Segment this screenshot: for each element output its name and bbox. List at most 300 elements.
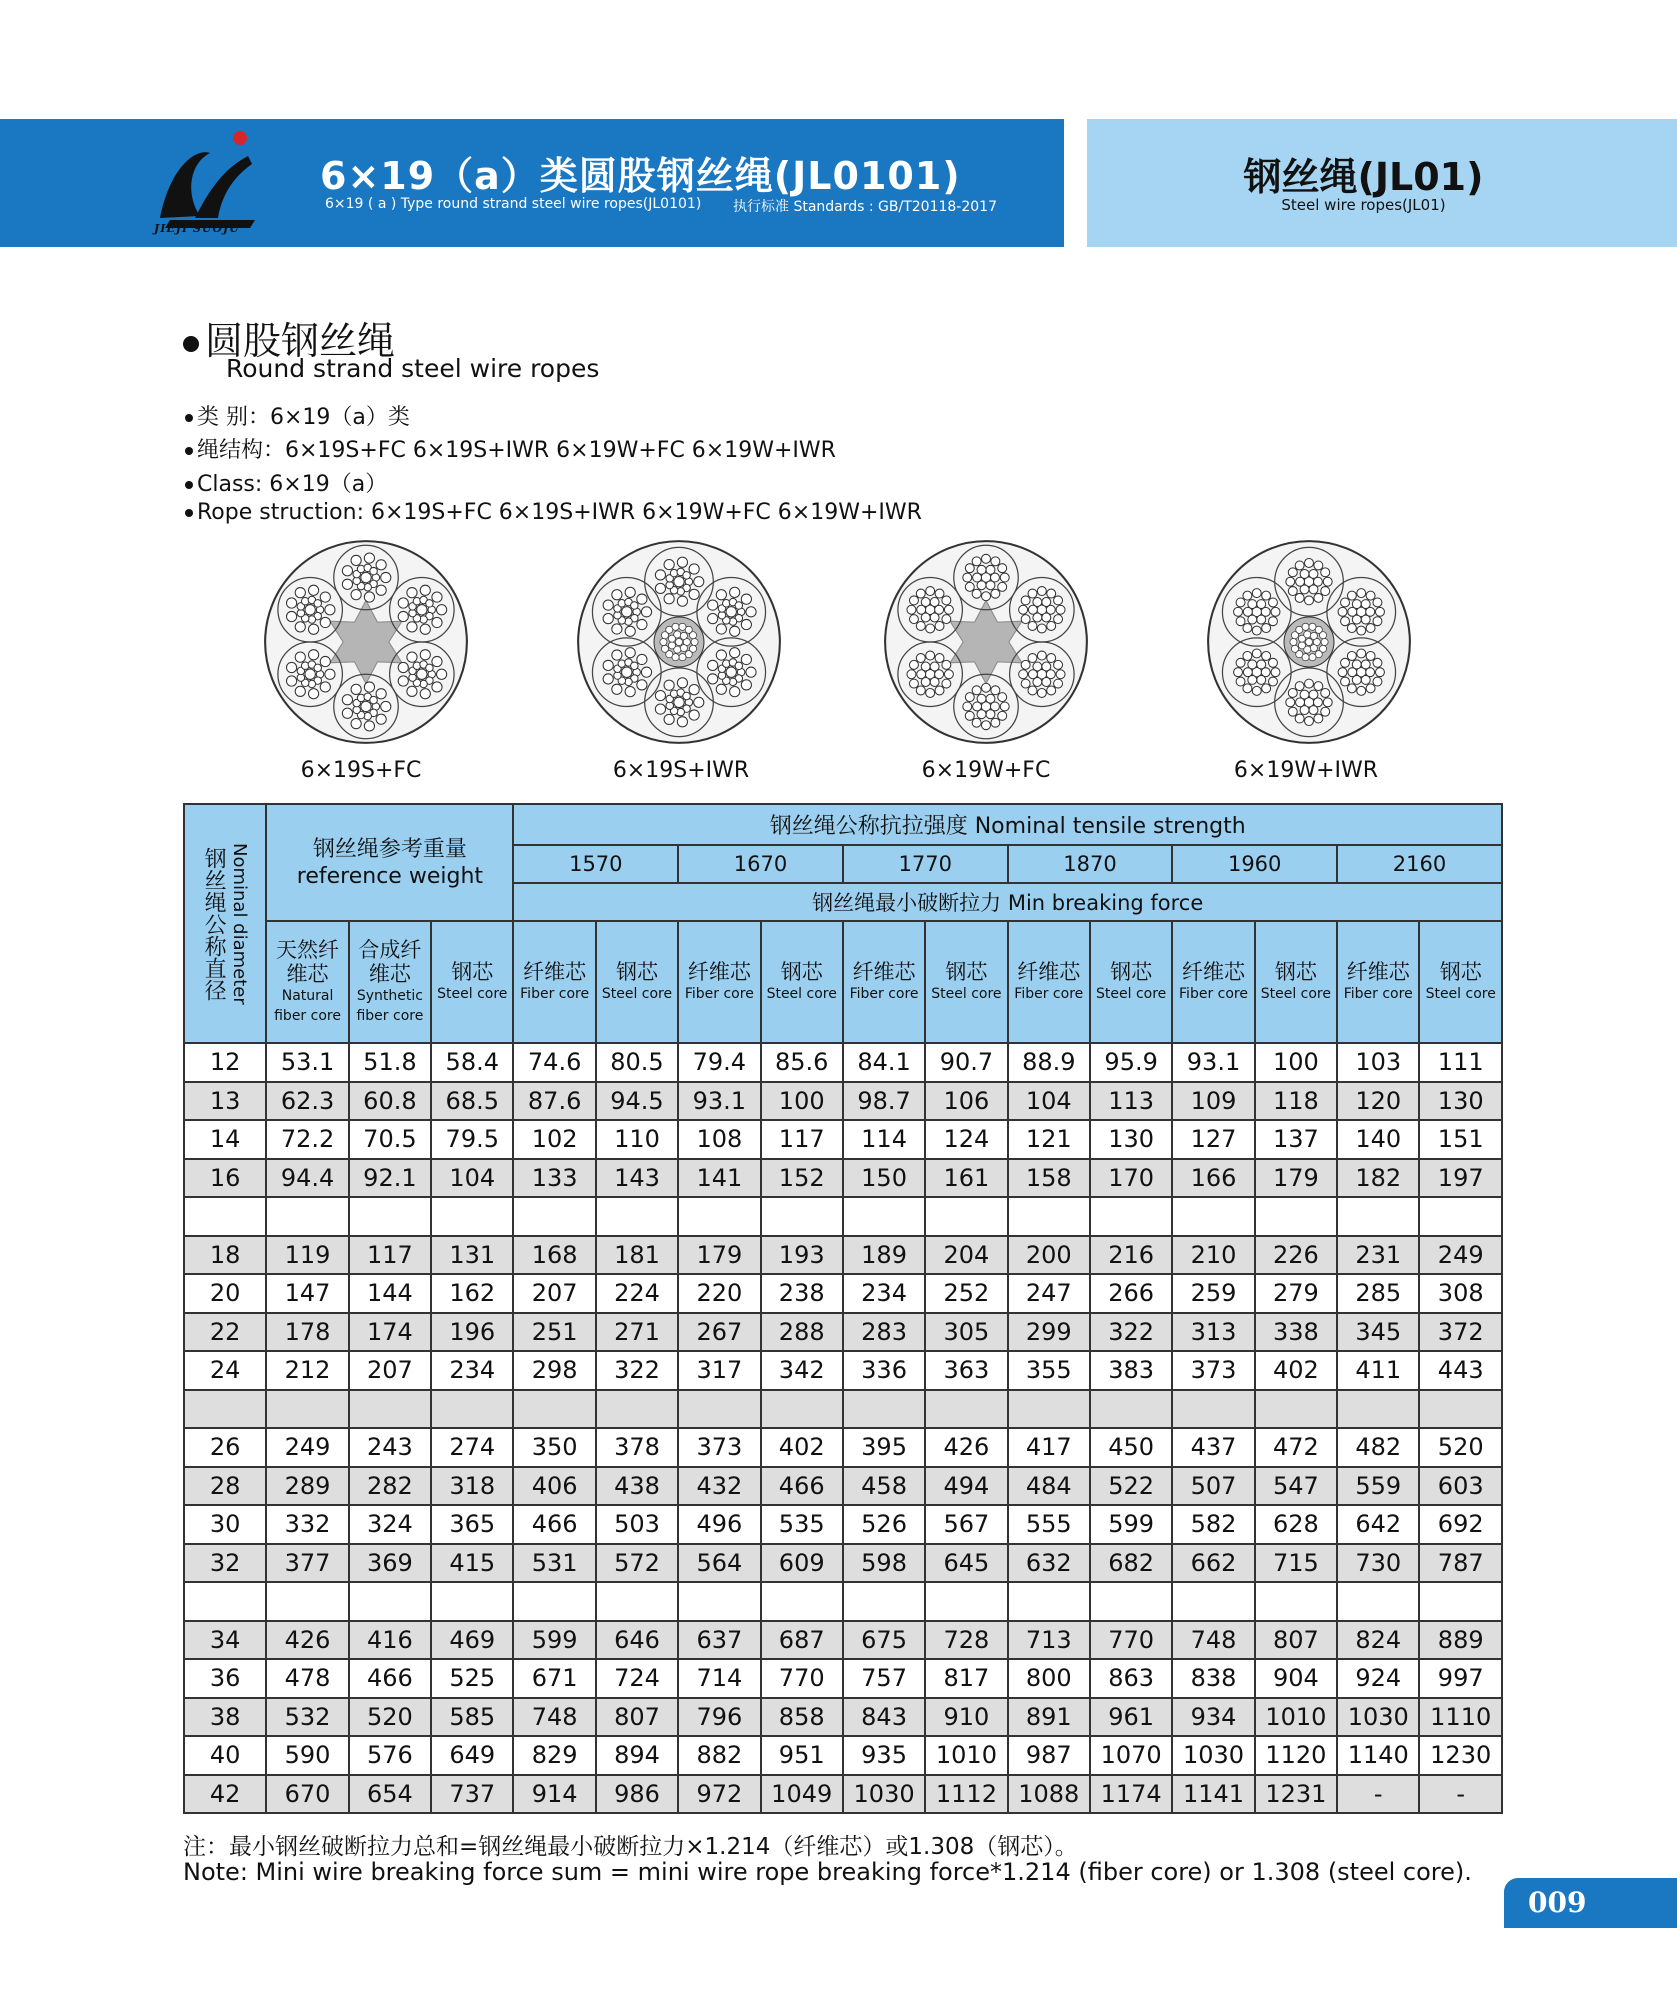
table-cell: 200	[1008, 1236, 1090, 1275]
grade-header: 1770	[843, 845, 1008, 883]
table-cell	[1419, 1390, 1502, 1429]
table-cell: 997	[1419, 1659, 1502, 1698]
table-cell: 336	[843, 1351, 925, 1390]
table-cell: 266	[1090, 1274, 1172, 1313]
table-cell	[1255, 1390, 1337, 1429]
table-cell: 231	[1337, 1236, 1419, 1275]
table-cell	[513, 1582, 595, 1621]
grade-header: 2160	[1337, 845, 1502, 883]
table-cell: 90.7	[925, 1043, 1007, 1082]
table-cell: 934	[1172, 1698, 1254, 1737]
table-cell: 150	[843, 1159, 925, 1198]
table-cell	[431, 1390, 513, 1429]
table-cell	[431, 1582, 513, 1621]
table-cell: 649	[431, 1736, 513, 1775]
table-cell: 85.6	[761, 1043, 843, 1082]
table-cell	[1419, 1582, 1502, 1621]
table-cell: 599	[513, 1621, 595, 1660]
table-cell: 637	[678, 1621, 760, 1660]
table-row	[184, 1428, 1502, 1467]
table-cell	[925, 1197, 1007, 1236]
table-cell	[761, 1197, 843, 1236]
table-cell: 106	[925, 1082, 1007, 1121]
table-cell: 373	[1172, 1351, 1254, 1390]
table-spacer-row	[184, 1582, 1502, 1621]
table-cell	[349, 1390, 431, 1429]
table-cell: 313	[1172, 1313, 1254, 1352]
table-cell: 127	[1172, 1120, 1254, 1159]
table-cell: 350	[513, 1428, 595, 1467]
table-cell: 181	[596, 1236, 678, 1275]
table-cell: 322	[596, 1351, 678, 1390]
table-cell: 432	[678, 1467, 760, 1506]
table-cell: 224	[596, 1274, 678, 1313]
table-cell: 800	[1008, 1659, 1090, 1698]
table-cell	[596, 1582, 678, 1621]
diameter-cell: 32	[184, 1544, 266, 1583]
table-cell: 654	[349, 1775, 431, 1814]
table-cell: 458	[843, 1467, 925, 1506]
table-cell: 117	[349, 1236, 431, 1275]
bullet-item: Class: 6×19（a）	[185, 467, 387, 498]
table-cell: 243	[349, 1428, 431, 1467]
table-cell: 102	[513, 1120, 595, 1159]
table-cell: 178	[266, 1313, 348, 1352]
table-cell: 1140	[1337, 1736, 1419, 1775]
table-cell: 207	[349, 1351, 431, 1390]
table-cell	[513, 1390, 595, 1429]
table-cell: 406	[513, 1467, 595, 1506]
table-cell: 60.8	[349, 1082, 431, 1121]
table-cell: 564	[678, 1544, 760, 1583]
table-cell: 482	[1337, 1428, 1419, 1467]
table-cell: 924	[1337, 1659, 1419, 1698]
table-cell: 1230	[1419, 1736, 1502, 1775]
category-subtitle: Steel wire ropes(JL01)	[1281, 196, 1446, 214]
table-cell: 770	[761, 1659, 843, 1698]
table-cell	[761, 1390, 843, 1429]
note-zh: 注：最小钢丝破断拉力总和=钢丝绳最小破断拉力×1.214（纤维芯）或1.308（钢芯）。	[183, 1834, 1078, 1860]
table-cell: 535	[761, 1505, 843, 1544]
bullet-icon	[185, 509, 193, 517]
table-cell	[1172, 1197, 1254, 1236]
table-cell: 525	[431, 1659, 513, 1698]
table-cell	[1337, 1197, 1419, 1236]
table-cell: 559	[1337, 1467, 1419, 1506]
table-row	[184, 1698, 1502, 1737]
table-spacer-row	[184, 1197, 1502, 1236]
table-cell: 843	[843, 1698, 925, 1737]
section-title: 圆股钢丝绳	[183, 310, 395, 365]
table-cell	[1172, 1390, 1254, 1429]
steel-core-header: 钢芯 Steel core	[925, 921, 1007, 1043]
table-cell	[678, 1197, 760, 1236]
table-cell: 251	[513, 1313, 595, 1352]
table-cell: 196	[431, 1313, 513, 1352]
table-cell: 416	[349, 1621, 431, 1660]
table-cell: -	[1337, 1775, 1419, 1814]
table-cell: 79.4	[678, 1043, 760, 1082]
table-cell	[184, 1582, 266, 1621]
table-cell: 402	[1255, 1351, 1337, 1390]
table-row	[184, 1736, 1502, 1775]
table-cell: 170	[1090, 1159, 1172, 1198]
table-cell: 110	[596, 1120, 678, 1159]
table-cell: 770	[1090, 1621, 1172, 1660]
table-cell: 598	[843, 1544, 925, 1583]
table-cell: 724	[596, 1659, 678, 1698]
table-cell: 338	[1255, 1313, 1337, 1352]
table-cell: 152	[761, 1159, 843, 1198]
table-row	[184, 1159, 1502, 1198]
diagram-caption: 6×19W+FC	[921, 758, 1051, 783]
diameter-cell: 22	[184, 1313, 266, 1352]
table-cell: 283	[843, 1313, 925, 1352]
table-cell	[431, 1197, 513, 1236]
table-cell: 882	[678, 1736, 760, 1775]
table-cell: 274	[431, 1428, 513, 1467]
diameter-header: 钢丝绳公称直径 Nominal diameter	[184, 804, 266, 1043]
table-cell: 411	[1337, 1351, 1419, 1390]
table-cell: 308	[1419, 1274, 1502, 1313]
table-cell: 118	[1255, 1082, 1337, 1121]
table-cell: 1030	[843, 1775, 925, 1814]
table-row	[184, 1274, 1502, 1313]
table-cell: 182	[1337, 1159, 1419, 1198]
table-cell: 437	[1172, 1428, 1254, 1467]
table-cell: 1110	[1419, 1698, 1502, 1737]
table-cell: 377	[266, 1544, 348, 1583]
diameter-cell: 14	[184, 1120, 266, 1159]
weight-col-header: 钢芯 Steel core	[431, 921, 513, 1043]
table-cell: 713	[1008, 1621, 1090, 1660]
table-cell: 282	[349, 1467, 431, 1506]
table-cell: 267	[678, 1313, 760, 1352]
page-title: 6×19（a）类圆股钢丝绳(JL0101)	[320, 154, 961, 198]
table-cell: 318	[431, 1467, 513, 1506]
page-number-tab	[1504, 1878, 1677, 1928]
table-cell: 88.9	[1008, 1043, 1090, 1082]
breaking-force-header: 钢丝绳最小破断拉力 Min breaking force	[513, 883, 1502, 921]
table-cell: 158	[1008, 1159, 1090, 1198]
table-cell: 824	[1337, 1621, 1419, 1660]
table-cell: 111	[1419, 1043, 1502, 1082]
table-cell: 1141	[1172, 1775, 1254, 1814]
page-number: 009	[1528, 1886, 1587, 1919]
table-row	[184, 1313, 1502, 1352]
diameter-cell: 42	[184, 1775, 266, 1814]
table-cell: 324	[349, 1505, 431, 1544]
table-cell	[1172, 1582, 1254, 1621]
table-row	[184, 1621, 1502, 1660]
table-cell: 520	[349, 1698, 431, 1737]
diameter-cell: 26	[184, 1428, 266, 1467]
table-cell: 372	[1419, 1313, 1502, 1352]
category-title: 钢丝绳(JL01)	[1243, 155, 1484, 199]
table-cell: 104	[1008, 1082, 1090, 1121]
table-cell: 682	[1090, 1544, 1172, 1583]
table-row	[184, 1082, 1502, 1121]
table-cell: 220	[678, 1274, 760, 1313]
bullet-icon	[185, 481, 193, 489]
table-cell: 632	[1008, 1544, 1090, 1583]
table-cell: 342	[761, 1351, 843, 1390]
table-cell: 478	[266, 1659, 348, 1698]
table-cell: 189	[843, 1236, 925, 1275]
weight-header: 钢丝绳参考重量 reference weight	[266, 804, 513, 921]
table-cell	[1008, 1197, 1090, 1236]
table-cell: 748	[513, 1698, 595, 1737]
table-cell: 369	[349, 1544, 431, 1583]
table-cell: 120	[1337, 1082, 1419, 1121]
table-cell: 137	[1255, 1120, 1337, 1159]
table-cell: 98.7	[843, 1082, 925, 1121]
table-cell	[1090, 1390, 1172, 1429]
table-cell: 532	[266, 1698, 348, 1737]
steel-core-header: 钢芯 Steel core	[761, 921, 843, 1043]
table-cell: 715	[1255, 1544, 1337, 1583]
table-cell: 628	[1255, 1505, 1337, 1544]
logo-text: JIEJI SUOJU	[154, 222, 240, 235]
table-cell: 259	[1172, 1274, 1254, 1313]
table-cell: 94.4	[266, 1159, 348, 1198]
table-row	[184, 1043, 1502, 1082]
table-cell: 53.1	[266, 1043, 348, 1082]
table-cell: 317	[678, 1351, 760, 1390]
table-cell: 51.8	[349, 1043, 431, 1082]
table-cell	[925, 1582, 1007, 1621]
bullet-icon	[185, 447, 193, 455]
table-cell: 642	[1337, 1505, 1419, 1544]
table-cell: 972	[678, 1775, 760, 1814]
table-cell	[1090, 1197, 1172, 1236]
table-cell: 68.5	[431, 1082, 513, 1121]
table-cell: 889	[1419, 1621, 1502, 1660]
table-cell: 288	[761, 1313, 843, 1352]
table-cell: 363	[925, 1351, 1007, 1390]
table-cell: 249	[266, 1428, 348, 1467]
table-cell: 728	[925, 1621, 1007, 1660]
table-cell: 817	[925, 1659, 1007, 1698]
strength-header: 钢丝绳公称抗拉强度 Nominal tensile strength	[513, 804, 1502, 845]
table-cell: 599	[1090, 1505, 1172, 1544]
table-cell: 84.1	[843, 1043, 925, 1082]
table-cell: 285	[1337, 1274, 1419, 1313]
table-cell: 494	[925, 1467, 1007, 1506]
table-cell: 70.5	[349, 1120, 431, 1159]
table-cell: 216	[1090, 1236, 1172, 1275]
table-cell	[1337, 1582, 1419, 1621]
table-row	[184, 1505, 1502, 1544]
table-cell	[184, 1390, 266, 1429]
table-cell: 935	[843, 1736, 925, 1775]
table-cell: 174	[349, 1313, 431, 1352]
table-cell: -	[1419, 1775, 1502, 1814]
standard-label: 执行标准 Standards : GB/T20118-2017	[733, 199, 997, 215]
table-cell	[678, 1390, 760, 1429]
diameter-cell: 16	[184, 1159, 266, 1198]
table-row	[184, 1467, 1502, 1506]
rope-cross-section-icon	[262, 538, 470, 746]
table-cell: 443	[1419, 1351, 1502, 1390]
table-cell: 119	[266, 1236, 348, 1275]
table-cell: 426	[266, 1621, 348, 1660]
table-cell: 757	[843, 1659, 925, 1698]
table-cell: 298	[513, 1351, 595, 1390]
grade-header: 1870	[1008, 845, 1173, 883]
diameter-cell: 24	[184, 1351, 266, 1390]
diameter-cell: 20	[184, 1274, 266, 1313]
bullet-icon	[185, 414, 193, 422]
table-cell: 113	[1090, 1082, 1172, 1121]
steel-core-header: 钢芯 Steel core	[596, 921, 678, 1043]
table-cell: 80.5	[596, 1043, 678, 1082]
steel-core-header: 钢芯 Steel core	[1255, 921, 1337, 1043]
table-cell: 109	[1172, 1082, 1254, 1121]
table-cell: 687	[761, 1621, 843, 1660]
table-cell: 207	[513, 1274, 595, 1313]
table-cell: 646	[596, 1621, 678, 1660]
table-cell: 914	[513, 1775, 595, 1814]
table-cell: 417	[1008, 1428, 1090, 1467]
table-cell: 210	[1172, 1236, 1254, 1275]
steel-core-header: 钢芯 Steel core	[1419, 921, 1502, 1043]
weight-col-header: 合成纤维芯 Synthetic fiber core	[349, 921, 431, 1043]
table-cell: 466	[513, 1505, 595, 1544]
table-cell: 279	[1255, 1274, 1337, 1313]
table-cell: 140	[1337, 1120, 1419, 1159]
table-cell: 692	[1419, 1505, 1502, 1544]
grade-header: 1570	[513, 845, 678, 883]
table-cell: 103	[1337, 1043, 1419, 1082]
table-cell: 522	[1090, 1467, 1172, 1506]
table-cell: 951	[761, 1736, 843, 1775]
table-cell: 469	[431, 1621, 513, 1660]
table-cell	[1090, 1582, 1172, 1621]
table-cell	[1419, 1197, 1502, 1236]
table-cell: 567	[925, 1505, 1007, 1544]
fiber-core-header: 纤维芯 Fiber core	[1008, 921, 1090, 1043]
table-cell: 168	[513, 1236, 595, 1275]
table-cell: 299	[1008, 1313, 1090, 1352]
table-cell: 675	[843, 1621, 925, 1660]
table-cell: 961	[1090, 1698, 1172, 1737]
table-cell: 730	[1337, 1544, 1419, 1583]
table-row	[184, 1120, 1502, 1159]
table-cell: 355	[1008, 1351, 1090, 1390]
diameter-cell: 30	[184, 1505, 266, 1544]
table-cell: 426	[925, 1428, 1007, 1467]
page-subtitle: 6×19 ( a ) Type round strand steel wire ropes(JL0101)	[325, 196, 702, 212]
table-cell: 121	[1008, 1120, 1090, 1159]
diameter-cell: 38	[184, 1698, 266, 1737]
table-cell: 305	[925, 1313, 1007, 1352]
table-cell: 179	[1255, 1159, 1337, 1198]
note-en: Note: Mini wire breaking force sum = mini wire rope breaking force*1.214 (fiber core) or 1.308 (steel core).	[183, 1858, 1472, 1886]
table-cell: 378	[596, 1428, 678, 1467]
table-cell: 117	[761, 1120, 843, 1159]
table-cell: 151	[1419, 1120, 1502, 1159]
table-cell: 503	[596, 1505, 678, 1544]
table-cell: 555	[1008, 1505, 1090, 1544]
table-cell: 496	[678, 1505, 760, 1544]
table-cell: 484	[1008, 1467, 1090, 1506]
table-cell	[596, 1197, 678, 1236]
bullet-icon	[183, 336, 199, 352]
table-cell: 104	[431, 1159, 513, 1198]
table-cell: 1174	[1090, 1775, 1172, 1814]
table-cell: 402	[761, 1428, 843, 1467]
table-cell: 603	[1419, 1467, 1502, 1506]
table-cell	[596, 1390, 678, 1429]
weight-col-header: 天然纤维芯 Natural fiber core	[266, 921, 348, 1043]
table-cell: 197	[1419, 1159, 1502, 1198]
table-cell: 590	[266, 1736, 348, 1775]
table-cell	[761, 1582, 843, 1621]
diagram-caption: 6×19S+IWR	[612, 758, 750, 783]
table-cell: 526	[843, 1505, 925, 1544]
table-cell: 1010	[1255, 1698, 1337, 1737]
fiber-core-header: 纤维芯 Fiber core	[843, 921, 925, 1043]
table-cell: 252	[925, 1274, 1007, 1313]
table-cell: 714	[678, 1659, 760, 1698]
table-cell: 894	[596, 1736, 678, 1775]
table-cell: 332	[266, 1505, 348, 1544]
table-cell: 1070	[1090, 1736, 1172, 1775]
fiber-core-header: 纤维芯 Fiber core	[678, 921, 760, 1043]
table-cell: 94.5	[596, 1082, 678, 1121]
table-cell	[349, 1582, 431, 1621]
table-cell: 1120	[1255, 1736, 1337, 1775]
table-cell: 147	[266, 1274, 348, 1313]
table-cell: 161	[925, 1159, 1007, 1198]
spec-table	[183, 803, 1503, 1814]
table-cell: 1112	[925, 1775, 1007, 1814]
table-cell	[1008, 1582, 1090, 1621]
section-title-en: Round strand steel wire ropes	[226, 354, 600, 383]
rope-cross-section-icon	[575, 538, 783, 746]
table-cell: 466	[349, 1659, 431, 1698]
table-cell: 100	[1255, 1043, 1337, 1082]
table-cell: 179	[678, 1236, 760, 1275]
table-cell	[266, 1197, 348, 1236]
table-cell: 234	[843, 1274, 925, 1313]
table-cell: 1010	[925, 1736, 1007, 1775]
table-spacer-row	[184, 1390, 1502, 1429]
table-cell: 383	[1090, 1351, 1172, 1390]
diameter-cell: 40	[184, 1736, 266, 1775]
table-cell: 58.4	[431, 1043, 513, 1082]
fiber-core-header: 纤维芯 Fiber core	[1337, 921, 1419, 1043]
table-cell: 249	[1419, 1236, 1502, 1275]
diameter-cell: 13	[184, 1082, 266, 1121]
table-cell: 345	[1337, 1313, 1419, 1352]
table-cell: 226	[1255, 1236, 1337, 1275]
fiber-core-header: 纤维芯 Fiber core	[513, 921, 595, 1043]
table-cell: 466	[761, 1467, 843, 1506]
table-cell: 507	[1172, 1467, 1254, 1506]
table-cell: 986	[596, 1775, 678, 1814]
rope-cross-section-icon	[882, 538, 1090, 746]
table-cell: 531	[513, 1544, 595, 1583]
table-row	[184, 1544, 1502, 1583]
table-cell: 166	[1172, 1159, 1254, 1198]
table-cell: 910	[925, 1698, 1007, 1737]
table-cell: 289	[266, 1467, 348, 1506]
bullet-item: 绳结构：6×19S+FC 6×19S+IWR 6×19W+FC 6×19W+IWR	[185, 433, 836, 464]
table-cell: 95.9	[1090, 1043, 1172, 1082]
table-cell: 520	[1419, 1428, 1502, 1467]
